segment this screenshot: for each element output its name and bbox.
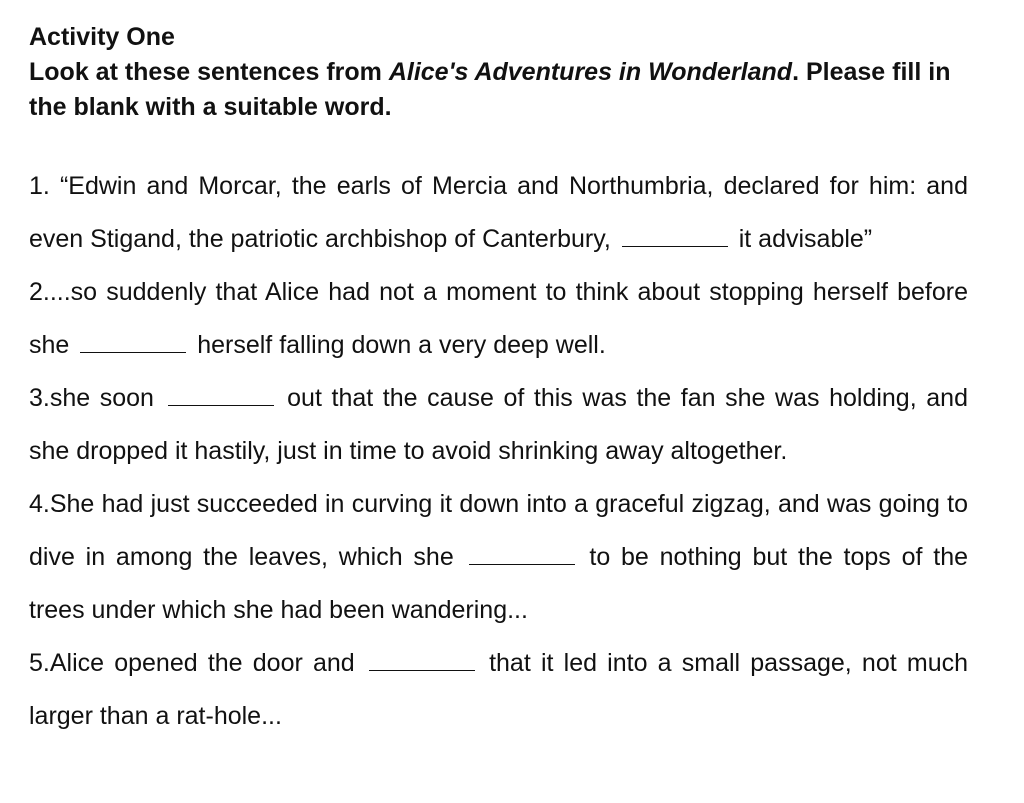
instruction-text-end: . Please fill in the blank with a suitable word. [29, 58, 951, 121]
question-4-text-after: to be nothing but the tops of the trees under which she had been wandering... [29, 543, 969, 624]
question-3-text-before: 3.she soon [29, 384, 154, 412]
question-3 [29, 372, 968, 478]
question-5-blank[interactable] [369, 648, 475, 671]
question-4-text-before: 4.She had just succeeded in curving it down into a graceful zigzag, and was going to dive in among the leaves, which she [29, 490, 968, 571]
question-3-blank[interactable] [168, 383, 274, 406]
question-list [29, 160, 968, 743]
activity-title: Activity One [29, 23, 175, 51]
question-1-text-before: 1. “Edwin and Morcar, the earls of Mercia and Northumbria, declared for him: and even Stigand, the patriotic archbishop of Canterbury, [29, 172, 968, 253]
question-1-text-after: it advisable” [738, 225, 873, 253]
question-2-text-before: 2....so suddenly that Alice had not a moment to think about stopping herself before she [29, 278, 968, 359]
question-4 [29, 478, 968, 637]
question-5-text-after: that it led into a small passage, not much larger than a rat-hole... [29, 649, 968, 730]
question-5 [29, 637, 968, 743]
question-2-blank[interactable] [80, 330, 186, 353]
question-3-text-after: out that the cause of this was the fan she was holding, and she dropped it hastily, just in time to avoid shrinking away altogether. [29, 384, 968, 465]
question-1-blank[interactable] [622, 224, 728, 247]
question-2-text-after: herself falling down a very deep well. [197, 331, 606, 359]
question-5-text-before: 5.Alice opened the door and [29, 649, 355, 677]
question-2 [29, 266, 968, 372]
book-title: Alice's Adventures in Wonderland [388, 58, 793, 86]
activity-header [29, 20, 968, 125]
question-4-blank[interactable] [469, 542, 575, 565]
question-1 [29, 160, 968, 266]
instruction-text-start: Look at these sentences from [29, 58, 389, 86]
